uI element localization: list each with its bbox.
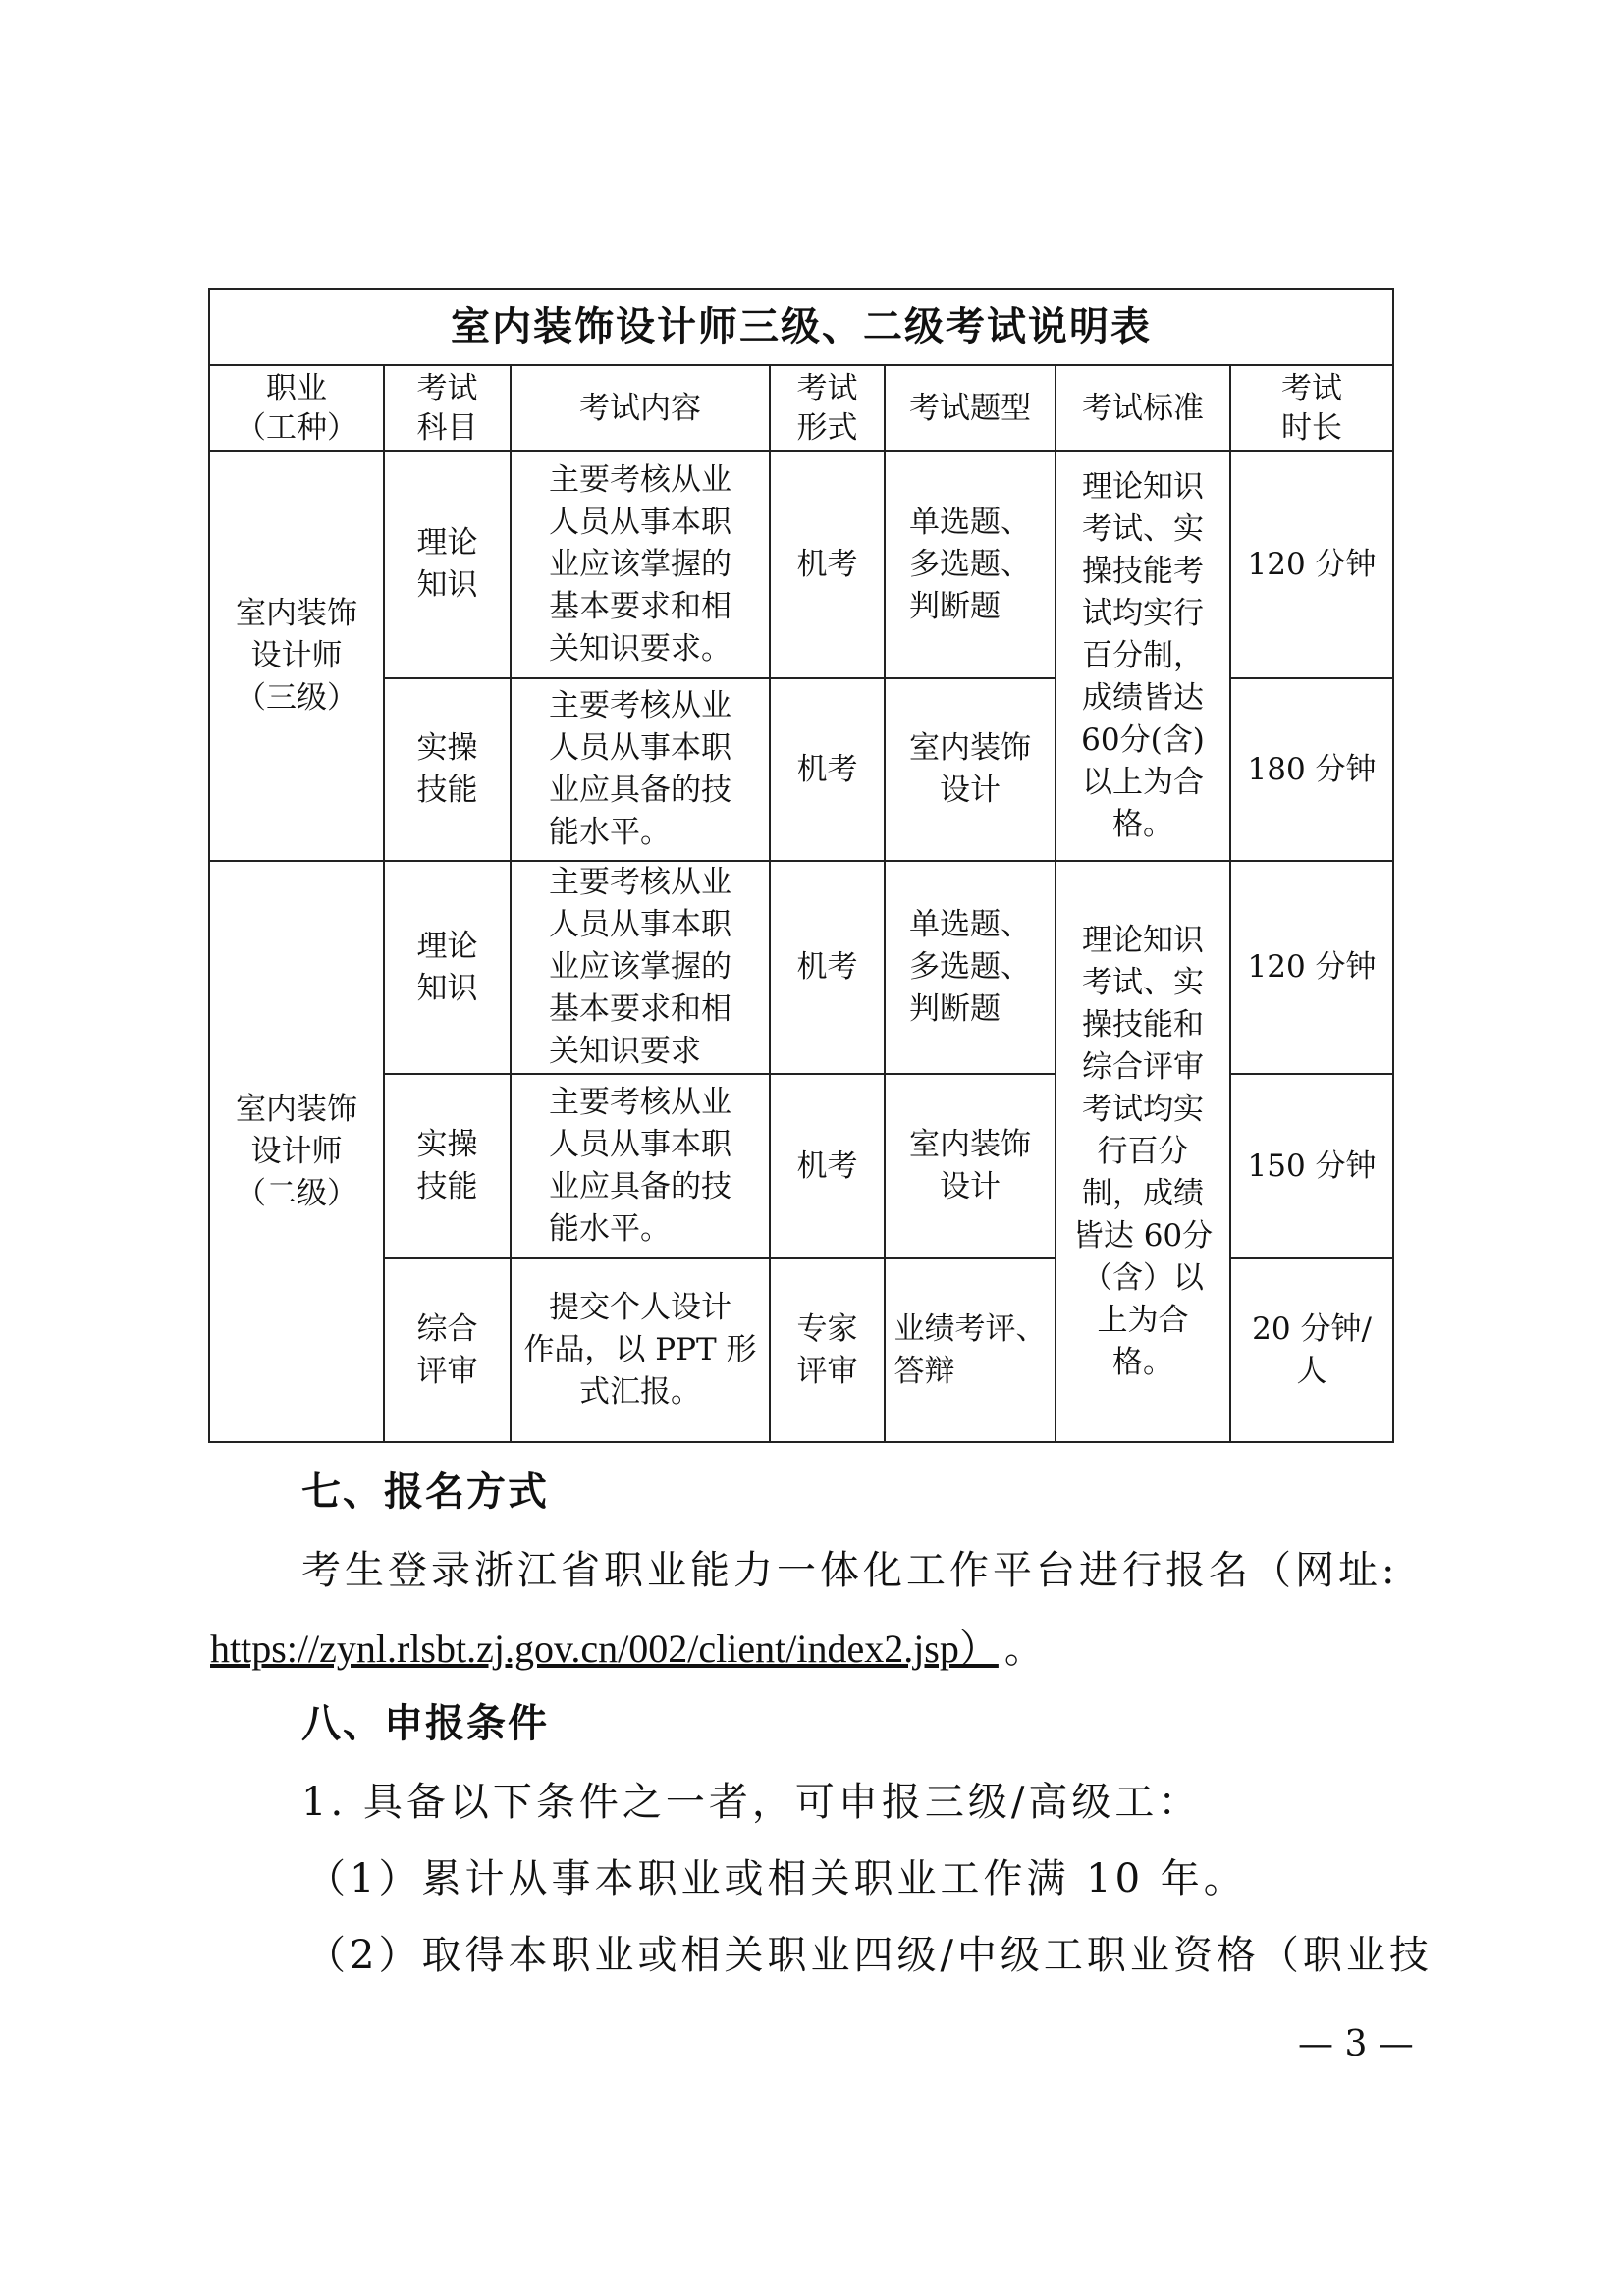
section7-text: 考生登录浙江省职业能力一体化工作平台进行报名（网址: <box>301 1548 1399 1593</box>
form-cell: 机考 <box>770 1074 885 1258</box>
url-suffix: 。 <box>1003 1627 1044 1671</box>
type-cell: 单选题、 多选题、 判断题 <box>885 861 1056 1074</box>
standard-level2: 理论知识 考试、实 操技能和 综合评审 考试均实 行百分 制，成绩 皆达 60分 （含）以 上为合 格。 <box>1056 861 1230 1442</box>
content-cell: 主要考核从业 人员从事本职 业应具备的技 能水平。 <box>511 678 770 861</box>
table-title: 室内装饰设计师三级、二级考试说明表 <box>209 289 1393 365</box>
occupation-level3: 室内装饰 设计师 （三级） <box>209 451 384 861</box>
duration-cell: 180 分钟 <box>1230 678 1393 861</box>
header-occupation: 职业 （工种） <box>209 365 384 451</box>
registration-url-link[interactable]: https://zynl.rlsbt.zj.gov.cn/002/client/index2.jsp） <box>210 1627 999 1671</box>
content-cell: 主要考核从业 人员从事本职 业应该掌握的 基本要求和相 关知识要求 <box>511 861 770 1074</box>
section7-heading: 七、报名方式 <box>301 1469 549 1515</box>
type-cell: 室内装饰 设计 <box>885 1074 1056 1258</box>
header-standard: 考试标准 <box>1056 365 1230 451</box>
header-subject: 考试 科目 <box>384 365 511 451</box>
content-cell: 提交个人设计 作品，以 PPT 形 式汇报。 <box>511 1258 770 1442</box>
registration-url-line <box>210 1618 1044 1674</box>
subject-cell: 实操 技能 <box>384 1074 511 1258</box>
header-form: 考试 形式 <box>770 365 885 451</box>
subject-cell: 实操 技能 <box>384 678 511 861</box>
header-content: 考试内容 <box>511 365 770 451</box>
content-cell: 主要考核从业 人员从事本职 业应该掌握的 基本要求和相 关知识要求。 <box>511 451 770 678</box>
type-cell: 单选题、 多选题、 判断题 <box>885 451 1056 678</box>
type-cell: 业绩考评、 答辩 <box>885 1258 1056 1442</box>
duration-cell: 150 分钟 <box>1230 1074 1393 1258</box>
section8-item1: 1. 具备以下条件之一者，可申报三级/高级工： <box>301 1780 1202 1825</box>
table-row <box>209 451 1393 678</box>
table-row <box>209 861 1393 1074</box>
form-cell: 机考 <box>770 451 885 678</box>
form-cell: 机考 <box>770 861 885 1074</box>
content-cell: 主要考核从业 人员从事本职 业应具备的技 能水平。 <box>511 1074 770 1258</box>
header-type: 考试题型 <box>885 365 1056 451</box>
exam-description-table <box>208 288 1394 1443</box>
header-duration: 考试 时长 <box>1230 365 1393 451</box>
subject-cell: 综合 评审 <box>384 1258 511 1442</box>
duration-cell: 120 分钟 <box>1230 451 1393 678</box>
subject-cell: 理论 知识 <box>384 861 511 1074</box>
standard-level3: 理论知识 考试、实 操技能考 试均实行 百分制， 成绩皆达 60分(含) 以上为合 格。 <box>1056 451 1230 861</box>
subject-cell: 理论 知识 <box>384 451 511 678</box>
type-cell: 室内装饰 设计 <box>885 678 1056 861</box>
section8-heading: 八、申报条件 <box>301 1701 549 1746</box>
duration-cell: 20 分钟/ 人 <box>1230 1258 1393 1442</box>
section8-cond1: （1）累计从事本职业或相关职业工作满 10 年。 <box>306 1856 1247 1901</box>
form-cell: 机考 <box>770 678 885 861</box>
duration-cell: 120 分钟 <box>1230 861 1393 1074</box>
section8-cond2: （2）取得本职业或相关职业四级/中级工职业资格（职业技 <box>306 1933 1433 1978</box>
page-number: — 3 — <box>1298 2024 1414 2064</box>
occupation-level2: 室内装饰 设计师 （二级） <box>209 861 384 1442</box>
form-cell: 专家 评审 <box>770 1258 885 1442</box>
